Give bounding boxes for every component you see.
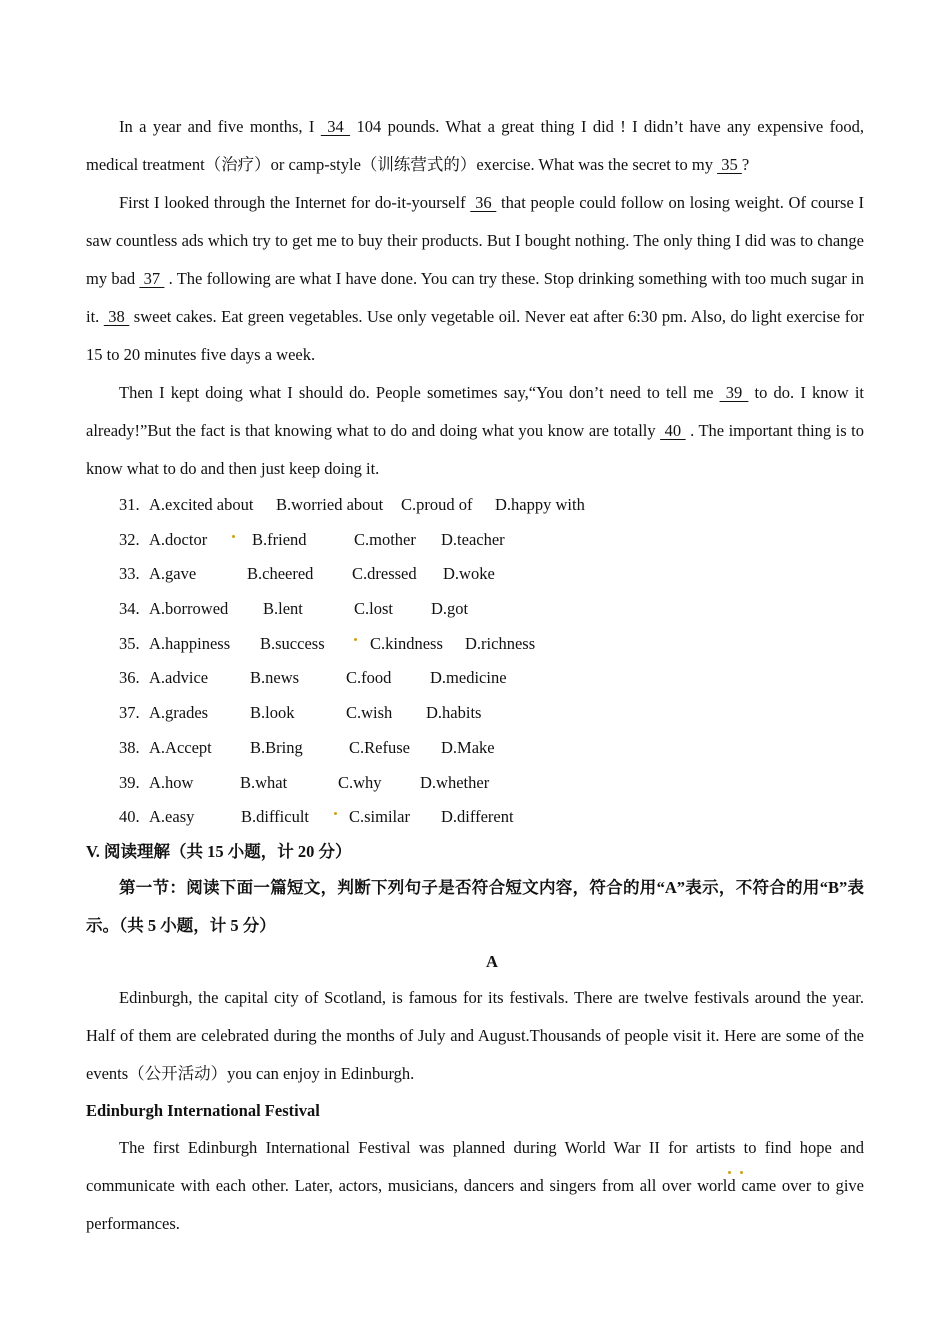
artifact-dot <box>232 535 235 538</box>
question-number: 38. <box>119 737 140 757</box>
cloze-paragraph-2 <box>86 184 864 374</box>
blank-36: 36 <box>470 193 497 212</box>
option-d: D.happy with <box>495 495 585 514</box>
option-d: D.medicine <box>430 668 507 688</box>
question-row <box>86 800 864 835</box>
option-d: D.whether <box>420 772 490 792</box>
cloze-paragraph-1 <box>86 108 864 184</box>
question-number: 32. <box>119 529 140 549</box>
option-c: C.dressed <box>352 564 417 584</box>
question-number: 39. <box>119 772 140 792</box>
option-c: C.lost <box>354 599 393 619</box>
text: In a year and five months, I <box>119 117 321 136</box>
artifact-dot <box>354 638 357 641</box>
question-row <box>86 488 864 523</box>
option-a: A.Accept <box>149 737 212 757</box>
option-d: D.teacher <box>441 529 505 549</box>
question-row <box>86 661 864 696</box>
reading-subheading: Edinburgh International Festival <box>86 1100 320 1120</box>
option-c: C.wish <box>346 703 393 723</box>
option-b: B.what <box>240 772 288 792</box>
text: . The following are what I have done. You can try these. Stop drinking something with too much sugar in it. <box>86 269 864 326</box>
question-row <box>86 766 864 801</box>
option-c: C.similar <box>349 807 410 827</box>
option-a: A.doctor <box>149 529 208 549</box>
cloze-paragraph-3 <box>86 374 864 488</box>
option-b: B.success <box>260 633 325 653</box>
option-b: B.worried about <box>276 495 384 514</box>
question-row <box>86 523 864 558</box>
artifact-dot <box>728 1171 731 1174</box>
option-a: A.grades <box>149 703 209 723</box>
blank-38: 38 <box>103 307 130 326</box>
text: . The important thing is to know what to do and then just keep doing it. <box>86 421 864 478</box>
blank-39: 39 <box>719 383 749 402</box>
exam-page <box>86 108 864 1243</box>
blank-34: 34 <box>320 117 351 136</box>
option-c: C.kindness <box>370 633 443 653</box>
option-d: D.richness <box>465 633 536 653</box>
option-a: A.happiness <box>149 633 231 653</box>
question-row <box>86 592 864 627</box>
option-a: A.gave <box>149 564 197 584</box>
option-a: A.excited about <box>149 495 254 514</box>
text: that people could follow on losing weight. Of course I saw countless ads which try to get me to buy their products. But I bought nothing. The only thing I did was to change my bad <box>86 193 864 288</box>
option-a: A.advice <box>149 668 209 688</box>
option-c: C.proud of <box>401 495 473 514</box>
option-a: A.how <box>149 772 194 792</box>
artifact-dot <box>334 812 337 815</box>
question-number: 37. <box>119 703 140 723</box>
question-row <box>86 627 864 662</box>
option-b: B.cheered <box>247 564 314 584</box>
option-d: D.woke <box>443 564 495 584</box>
option-b: B.difficult <box>241 807 309 827</box>
option-c: C.mother <box>354 529 416 549</box>
question-number: 35. <box>119 633 140 653</box>
question-number: 36. <box>119 668 140 688</box>
section-instruction: 第一节：阅读下面一篇短文，判断下列句子是否符合短文内容，符合的用“A”表示，不符合的用“B”表示。（共 5 小题，计 5 分） <box>86 877 864 935</box>
artifact-dot <box>740 1171 743 1174</box>
option-b: B.news <box>250 668 300 688</box>
option-b: B.Bring <box>250 737 303 757</box>
option-a: A.easy <box>149 807 195 827</box>
text: 104 pounds. What a great thing I did ! I didn’t have any expensive food, medical treatment（治疗）or camp-style（训练营式的）exercise. What was the secret to my <box>86 117 864 174</box>
option-c: C.Refuse <box>349 737 410 757</box>
reading-paragraph-2: The first Edinburgh International Festival was planned during World War II for artists to find hope and communicate with each other. Later, actors, musicians, dancers and singers from all over world came over to give performances. <box>86 1137 864 1233</box>
blank-37: 37 <box>139 269 165 288</box>
question-row <box>86 696 864 731</box>
text: sweet cakes. Eat green vegetables. Use only vegetable oil. Never eat after 6:30 pm. Also, do light exercise for 15 to 20 minutes five days a week. <box>86 307 864 364</box>
question-number: 33. <box>119 564 140 584</box>
options-list <box>86 488 864 835</box>
text: to do. I know it already!”But the fact is that knowing what to do and doing what you know are totally <box>86 383 864 440</box>
question-number: 31. <box>119 495 140 514</box>
option-b: B.look <box>250 703 295 723</box>
option-c: C.why <box>338 772 382 792</box>
option-c: C.food <box>346 668 392 688</box>
option-d: D.Make <box>441 737 495 757</box>
option-d: D.got <box>431 599 469 619</box>
question-number: 40. <box>119 807 140 827</box>
blank-35: 35 <box>717 155 742 174</box>
text: Then I kept doing what I should do. People sometimes say,“You don’t need to tell me <box>119 383 720 402</box>
text: First I looked through the Internet for do-it-yourself <box>119 193 471 212</box>
reading-paragraph-1: Edinburgh, the capital city of Scotland, is famous for its festivals. There are twelve festivals around the year. Half of them are celebrated during the months of July and August.Thousands of people visit it. Here are some of the events（公开活动）you can enjoy in Edinburgh. <box>86 987 864 1083</box>
blank-40: 40 <box>660 421 686 440</box>
section-title: V. 阅读理解（共 15 小题，计 20 分） <box>86 841 352 861</box>
option-d: D.habits <box>426 703 482 723</box>
option-a: A.borrowed <box>149 599 229 619</box>
question-row <box>86 557 864 592</box>
question-row <box>86 731 864 766</box>
passage-letter: A <box>486 951 498 971</box>
option-d: D.different <box>441 807 514 827</box>
option-b: B.friend <box>252 529 307 549</box>
question-number: 34. <box>119 599 140 619</box>
text: ? <box>741 155 750 174</box>
option-b: B.lent <box>263 599 303 619</box>
